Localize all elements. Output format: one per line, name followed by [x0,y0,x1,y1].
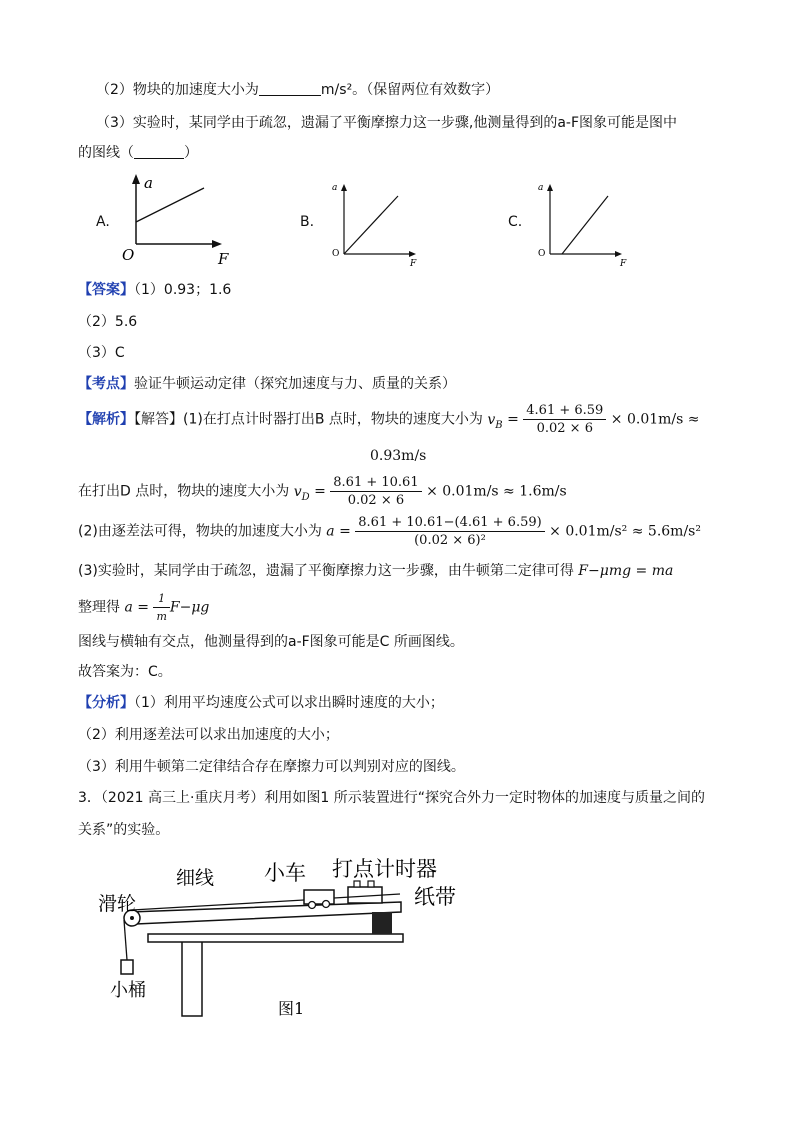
label-cart: 小车 [264,861,306,885]
graph-b-origin: O [332,249,340,259]
answer-blank [259,81,321,96]
inclined-board [130,902,401,924]
inverse-m-fraction: $\frac{1}{m}$ [153,590,169,625]
graph-c-line [562,196,608,254]
jiexi-subtag: 【解答】 [134,411,183,428]
graph-c-origin: O [538,249,546,259]
answer-paren-blank [134,144,184,159]
graph-a-x-arrow [212,240,222,248]
vB-result: 0.93m/s [370,448,427,464]
a-fraction: $\frac{8.61 + 10.61-(4.61 + 6.59)}{\text{(0.02 × 6)²}}$ [355,514,544,549]
graph-option-a [118,172,248,268]
graph-b-x-arrow [409,251,416,257]
question-3-line1: （3）实验时，某同学由于疏忽，遗漏了平衡摩擦力这一步骤,他测量得到的a-F图象可能是图中 [96,115,678,131]
option-c-label: C. [508,214,523,230]
support-post [182,940,202,1016]
kaodian-tag: 【考点】 [78,376,134,392]
kaodian-line: 【考点】验证牛顿运动定律（探究加速度与力、质量的关系） [78,376,456,392]
label-pulley: 滑轮 [98,893,137,915]
vD-fraction: $\frac{8.61 + 10.61}{0.02 \times 6}$ [330,474,421,509]
label-string: 细线 [176,867,215,889]
figure-caption: 图1 [278,999,305,1018]
graph-b-line [344,196,398,254]
graph-c-y-arrow [547,184,553,191]
question-3-line2: 的图线（ ） [78,145,198,161]
graph-c-x-arrow [615,251,622,257]
graph-c-y-label: a [538,183,544,193]
jiexi-tag: 【解析】 [78,411,134,428]
jiexi-line-7: 故答案为：C。 [78,664,172,680]
vB-fraction: $\frac{4.61 + 6.59}{0.02 \times 6}$ [523,402,606,437]
answer-line-3: （3）C [78,345,125,361]
graph-option-c [532,176,642,268]
graph-a-origin: O [122,246,135,264]
graph-a-x-label: F [218,250,229,268]
label-bucket: 小桶 [110,980,146,1001]
bucket-shape [121,960,133,974]
wedge-block [372,912,392,934]
fenxi-line-3: （3）利用牛顿第二定律结合存在摩擦力可以判别对应的图线。 [78,759,465,775]
option-b-label: B. [300,214,315,230]
label-tape: 纸带 [414,885,456,909]
base-board [148,934,403,942]
option-a-label: A. [96,214,110,230]
jiexi-line-6: 图线与横轴有交点，他测量得到的a-F图象可能是C 所画图线。 [78,634,464,650]
answer-tag: 【答案】 [78,282,134,298]
jiexi-line-4: (3)实验时，某同学由于疏忽，遗漏了平衡摩擦力这一步骤，由牛顿第二定律可得 F−μmg = ma [78,563,674,579]
jiexi-line-3: (2)由逐差法可得，物块的加速度大小为 a = $\frac{8.61 + 10.61-(4.61 + 6.59)}{\text{(0.02 × 6)²}}$ × 0.01m/s² ≈ 5.6m/s² [78,515,701,548]
label-timer: 打点计时器 [332,857,437,881]
graph-b-y-arrow [341,184,347,191]
graph-a-y-label: a [144,174,153,192]
answer-line-1: 【答案】（1）0.93；1.6 [78,282,232,298]
answer-line-2: （2）5.6 [78,314,138,330]
jiexi-line-5: 整理得 a = $\frac{1}{m}$ F−μg [78,592,210,623]
figure-1-apparatus [96,852,476,1027]
graph-b-y-label: a [332,183,338,193]
graph-a-y-arrow [132,174,140,184]
graph-c-x-label: F [620,259,627,268]
fenxi-line-2: （2）利用逐差法可以求出加速度的大小； [78,727,339,743]
fenxi-tag: 【分析】 [78,695,134,711]
question-3-new-line1: 3．（2021 高三上·重庆月考）利用如图1 所示装置进行“探究合外力一定时物体的加速度与质量之间的 [78,790,706,806]
fenxi-line-1: 【分析】（1）利用平均速度公式可以求出瞬时速度的大小； [78,695,444,711]
hanging-string [124,920,127,960]
graph-b-x-label: F [410,259,417,268]
jiexi-line-2: 在打出D 点时，物块的速度大小为 $v_D$ = $\frac{8.61 + 10.61}{0.02 \times 6}$ × 0.01m/s ≈ 1.6m/s [78,475,567,508]
graph-a-line [136,188,204,222]
question-3-new-line2: 关系”的实验。 [78,822,170,838]
graph-option-b [326,176,436,268]
question-2: （2）物块的加速度大小为 m/s²。（保留两位有效数字） [96,82,500,98]
jiexi-line-1: 【解析】【解答】(1)在打点计时器打出B 点时，物块的速度大小为 $v_B$ = $\frac{4.61 + 6.59}{0.02 \times 6}$ × 0.01m/s ≈ [78,403,700,436]
